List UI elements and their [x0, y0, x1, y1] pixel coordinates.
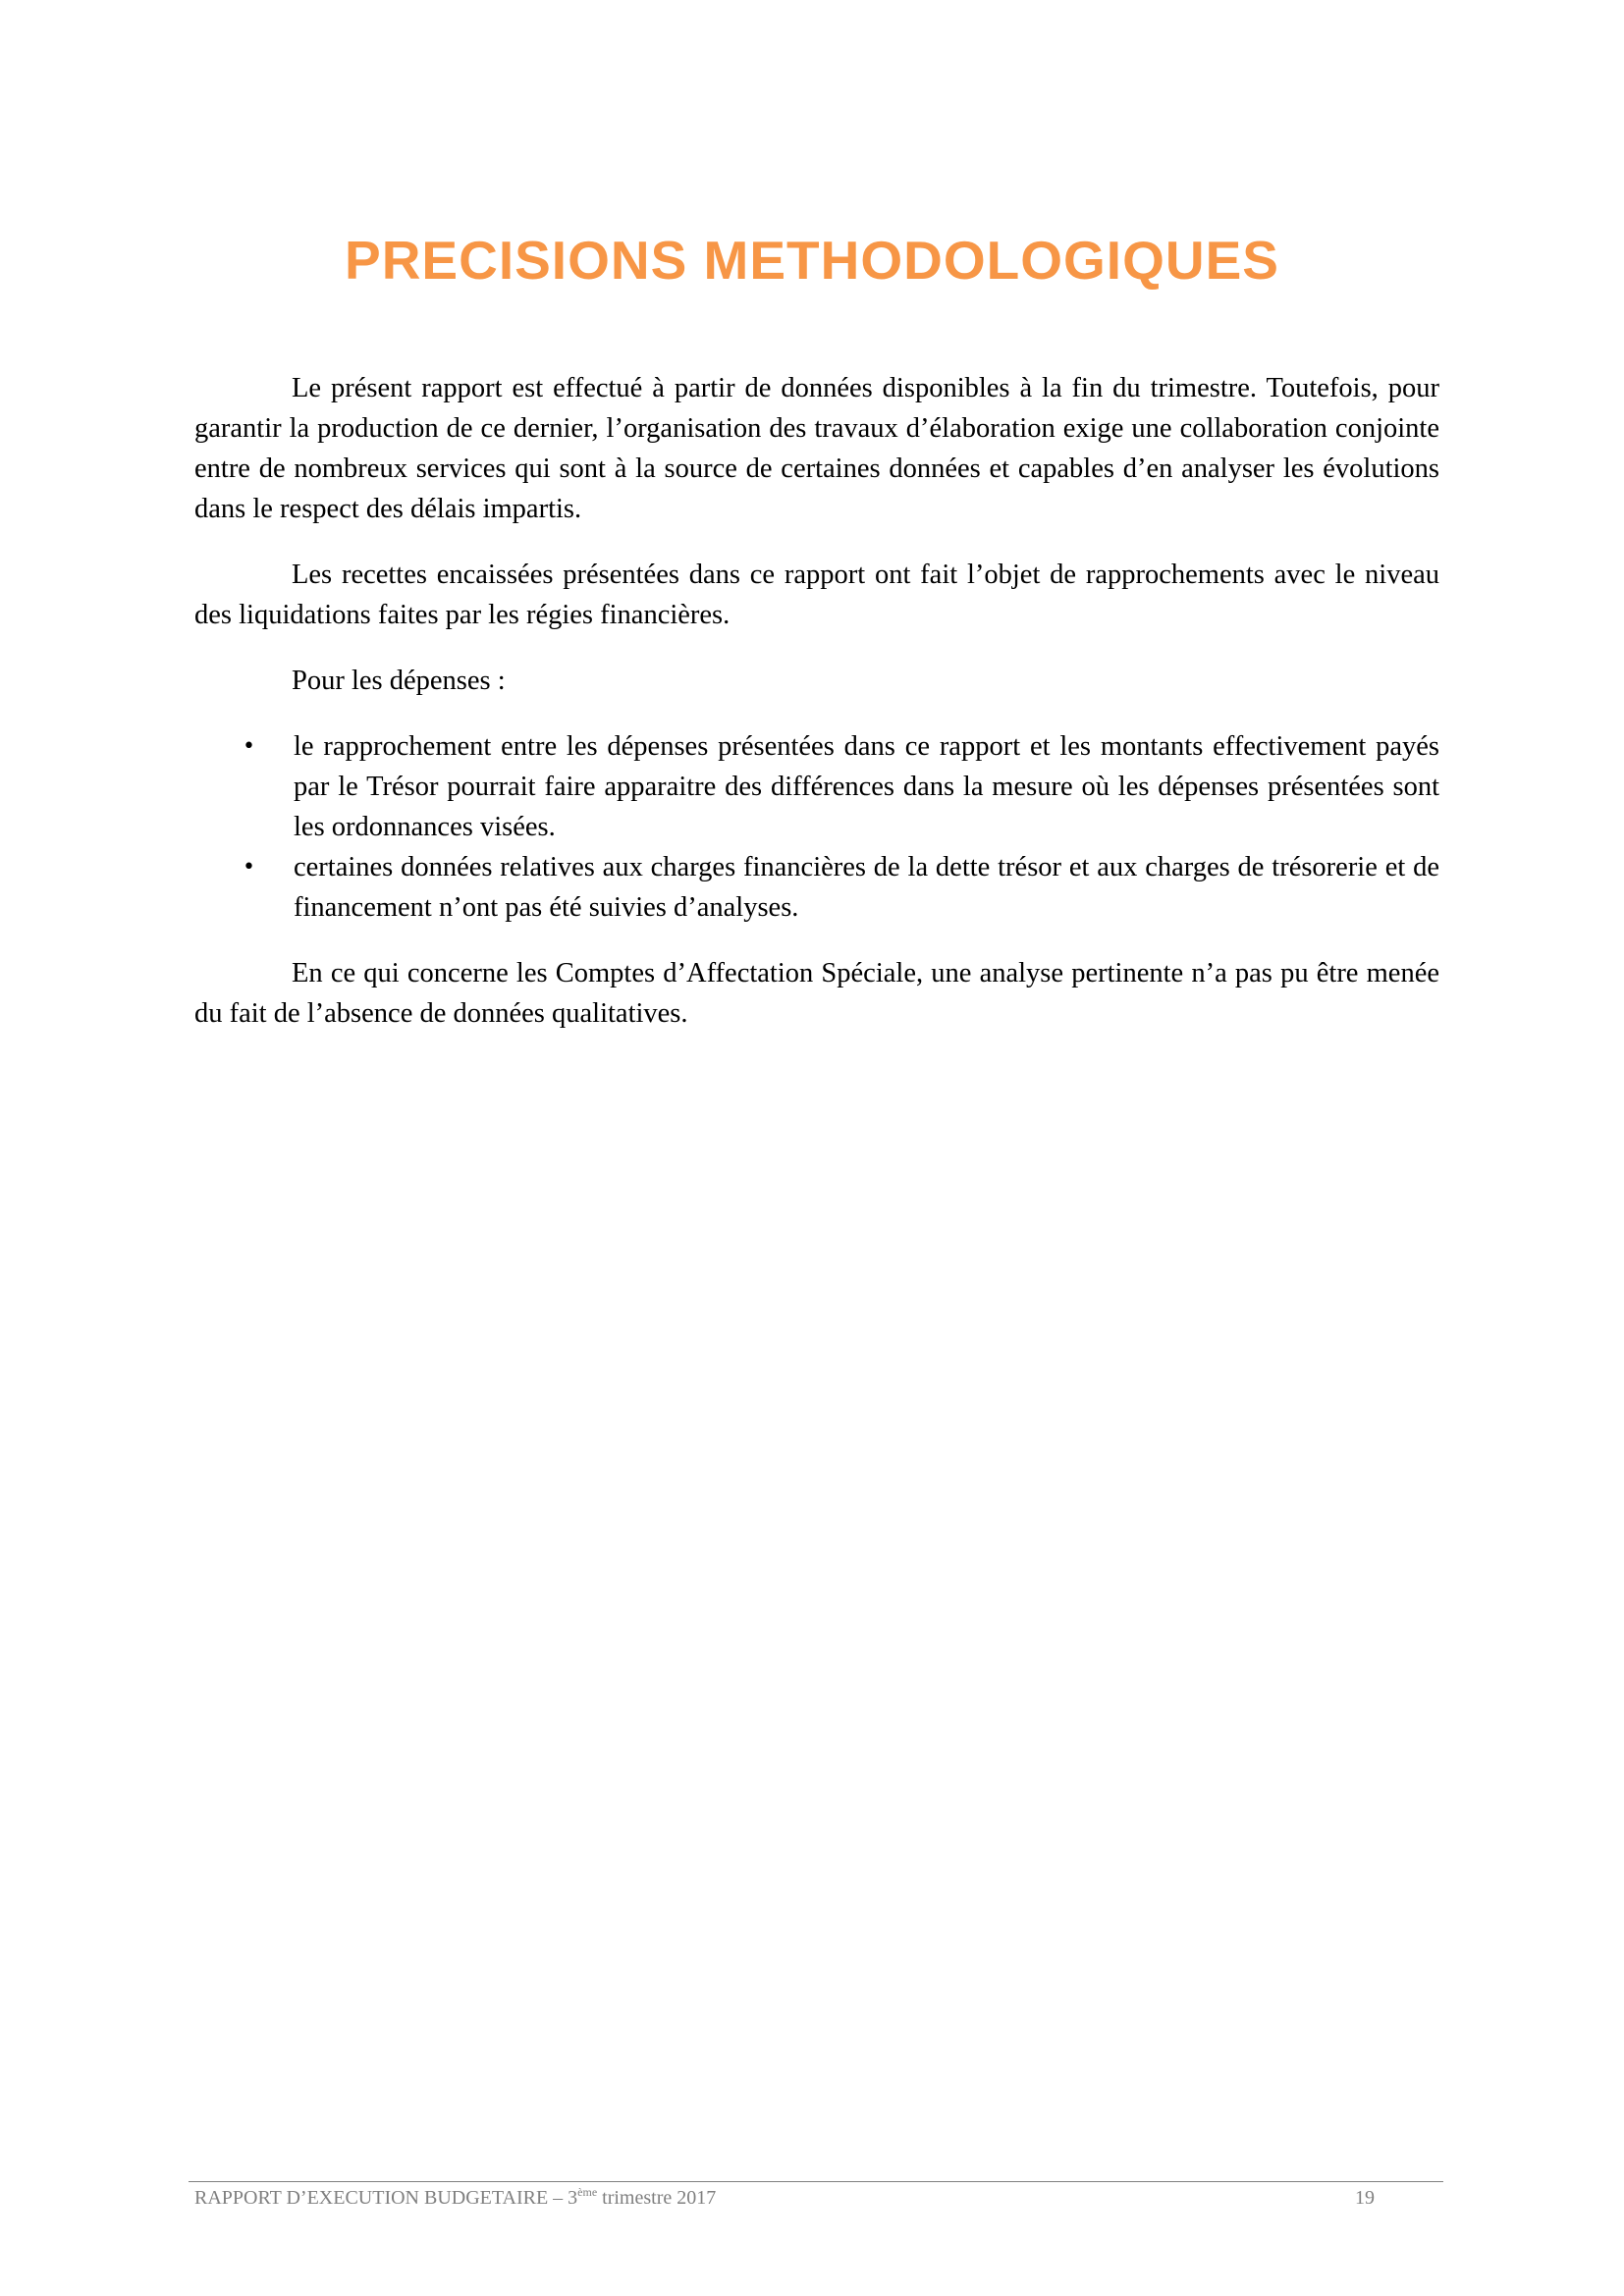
footer-text-before: RAPPORT D’EXECUTION BUDGETAIRE – 3 — [194, 2187, 578, 2209]
expenses-bullet-list — [194, 726, 1439, 928]
list-item — [194, 726, 1439, 847]
page-title: PRECISIONS METHODOLOGIQUES — [345, 230, 1279, 291]
paragraph-expenses-intro: Pour les dépenses : — [292, 666, 506, 696]
paragraph-report-basis: Le présent rapport est effectué à partir de données disponibles à la fin du trimestre. Toutefois, pour garantir la production de ce dernier, l’organisation des travaux d’élaboration exige une collaboration conjointe entre de nombreux services qui sont à la source de certaines données et capables d’en analyser les évolutions dans le respect des délais impartis. — [194, 373, 1439, 524]
document-body — [194, 368, 1439, 1059]
footer-divider — [189, 2181, 1443, 2182]
list-item-text: le rapprochement entre les dépenses présentées dans ce rapport et les montants effectivement payés par le Trésor pourrait faire apparaitre des différences dans la mesure où les dépenses présentées sont les ordonnances visées. — [294, 731, 1439, 842]
bullet-icon: • — [243, 734, 255, 759]
footer-superscript: ème — [577, 2185, 598, 2199]
bullet-icon: • — [243, 855, 255, 880]
footer-report-title — [194, 2187, 716, 2210]
paragraph-receipts: Les recettes encaissées présentées dans ce rapport ont fait l’objet de rapprochements avec le niveau des liquidations faites par les régies financières. — [194, 560, 1439, 630]
footer-text-after: trimestre 2017 — [597, 2187, 717, 2209]
page-number: 19 — [1355, 2187, 1375, 2209]
paragraph-special-accounts: En ce qui concerne les Comptes d’Affectation Spéciale, une analyse pertinente n’a pas pu être menée du fait de l’absence de données qualitatives. — [194, 958, 1439, 1029]
list-item — [194, 847, 1439, 928]
list-item-text: certaines données relatives aux charges financières de la dette trésor et aux charges de trésorerie et de financement n’ont pas été suivies d’analyses. — [294, 852, 1439, 923]
